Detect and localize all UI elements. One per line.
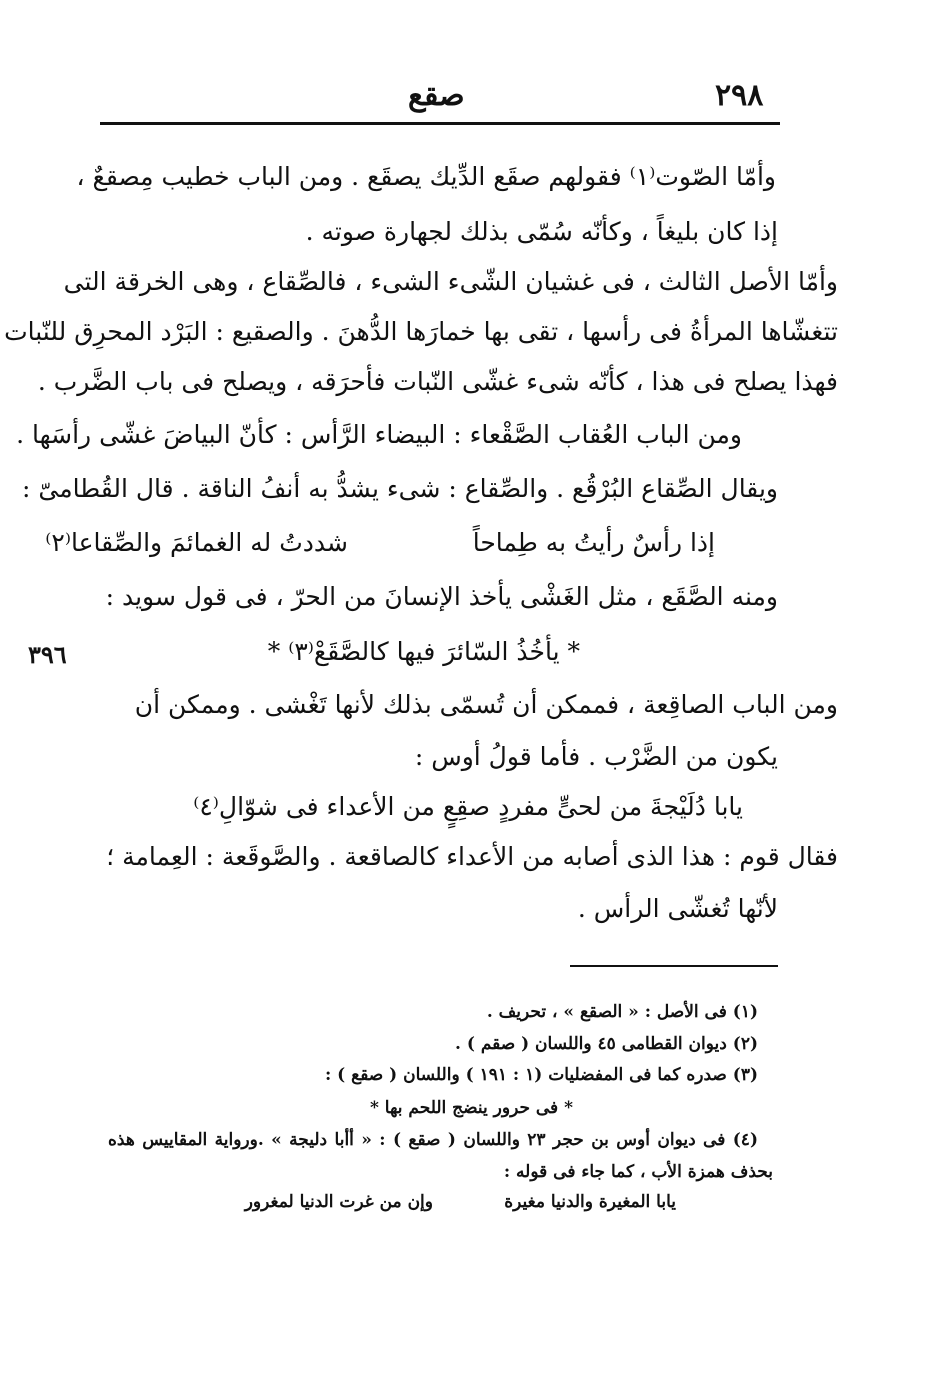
- body-line: ومن الباب الصاقِعة ، فممكن أن تُسمّى بذلك لأنها تَغْشى . وممكن أن: [134, 690, 838, 719]
- body-line: يكون من الضَّرْب . فأما قولُ أوس :: [414, 742, 778, 771]
- margin-page-number: ٣٩٦: [28, 640, 67, 669]
- body-line: تتغشّاها المرأةُ فى رأسها ، تقى بها خمارَها الدُّهنَ . والصقيع : البَرْد المحرِق للنّبات: [4, 317, 838, 346]
- page-title: صقع: [408, 78, 465, 113]
- footnote-verse: وإن من غرت الدنيا لمغرور: [244, 1192, 433, 1212]
- body-line: ومن الباب العُقاب الصَّقْعاء : البيضاء الرَّأس : كأنّ البياضَ غشّى رأسَها .: [16, 420, 742, 449]
- verse-hemistich-right: يابا دُلَيْجةَ من لحىٍّ مفردٍ: [498, 792, 743, 821]
- verse-hemistich-left: شددتُ له الغمائمَ والصِّقاعا⁽٢⁾: [45, 528, 348, 557]
- body-line: لأنّها تُغشّى الرأس .: [577, 894, 778, 923]
- header-rule: [100, 122, 780, 125]
- body-line: وأمّا الأصل الثالث ، فى غشيان الشّىء الشىء ، فالصِّقاع ، وهى الخرقة التى: [63, 267, 838, 296]
- verse-hemistich-right: إذا رأسٌ رأيتُ به طِماحاً: [472, 528, 715, 557]
- footnote: (١) فى الأصل : « الصقع » ، تحريف .: [486, 1002, 758, 1022]
- verse-hemistich-left: صقِعٍ من الأعداء فى شوّالِ⁽٤⁾: [193, 792, 490, 821]
- footnote-rule: [570, 965, 778, 967]
- footnote: (٣) صدره كما فى المفضليات (١ : ١٩١ ) واللسان ( صقع ) :: [324, 1065, 758, 1085]
- page-number: ٢٩٨: [715, 78, 764, 113]
- body-line: وأمّا الصّوت⁽١⁾ فقولهم صقَع الدِّيك يصقَع . ومن الباب خطيب مِصقعٌ ،: [76, 162, 776, 191]
- body-line: فقال قوم : هذا الذى أصابه من الأعداء كالصاقعة . والصَّوقَعة : العِمامة ؛: [106, 842, 838, 871]
- footnote: بحذف همزة الأب ، كما جاء فى قوله :: [503, 1162, 773, 1182]
- footnote-verse: يابا المغيرة والدنيا مغيرة: [504, 1192, 676, 1212]
- footnote: (٢) ديوان القطامى ٤٥ واللسان ( صقم ) .: [455, 1034, 758, 1054]
- body-line: ويقال الصِّقاع البُرْقُع . والصِّقاع : شىء يشدُّ به أنفُ الناقة . قال القُطامىّ :: [22, 474, 778, 503]
- body-line: ومنه الصَّقَع ، مثل الغَشْى يأخذ الإنسانَ من الحرّ ، فى قول سويد :: [105, 582, 778, 611]
- verse-single: * يأخُذُ السّائرَ فيها كالصَّقَعْ⁽٣⁾ *: [267, 637, 580, 666]
- body-line: فهذا يصلح فى هذا ، كأنّه شىء غشّى النّبات فأحرَقه ، ويصلح فى باب الضَّرب .: [37, 367, 838, 396]
- footnote: (٤) فى ديوان أوس بن حجر ٢٣ واللسان ( صقع ) : « أأبا دليجة » .ورواية المقاييس هذه: [108, 1130, 758, 1150]
- body-line: إذا كان بليغاً ، وكأنّه سُمّى بذلك لجهارة صوته .: [305, 217, 778, 246]
- footnote-verse: * فى حرور ينضج اللحم بها *: [369, 1098, 573, 1118]
